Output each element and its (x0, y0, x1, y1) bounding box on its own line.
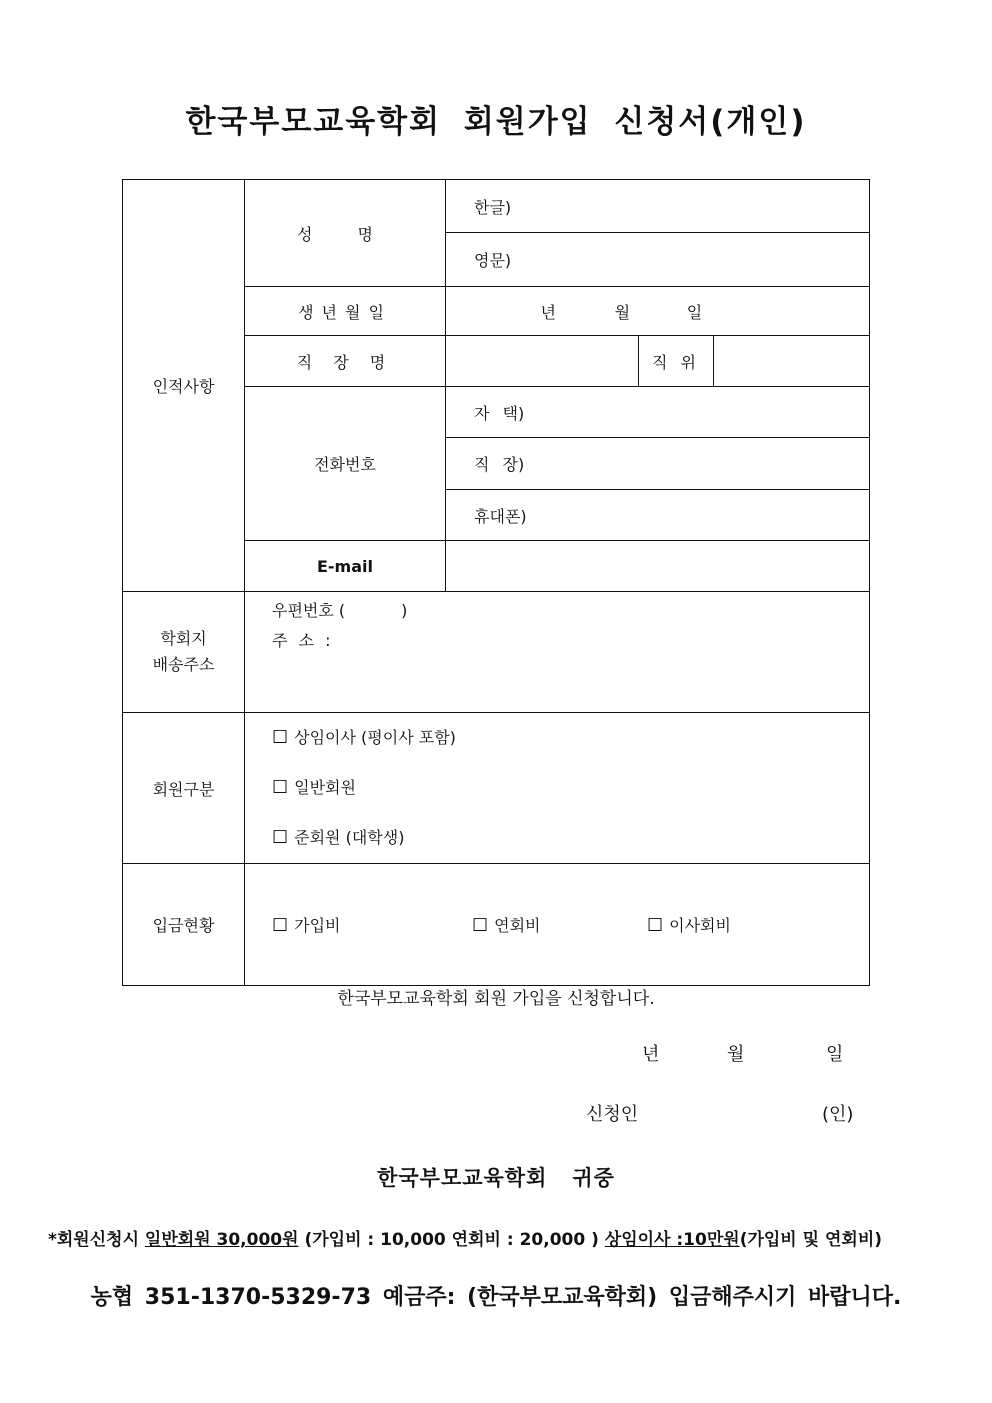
fee-prefix: *회원신청시 (48, 1230, 145, 1250)
member-type-label: 회원구분 (123, 713, 245, 864)
option-label: 이사회비 (669, 916, 731, 935)
birth-date-label: 생년월일 (245, 287, 446, 336)
name-korean-field[interactable]: 한글) (446, 180, 870, 233)
checkbox-icon[interactable]: ☐ (272, 827, 289, 848)
address-line[interactable]: 주 소 : (272, 631, 331, 650)
date-day-label: 일 (826, 1044, 844, 1065)
seal-label: (인) (822, 1104, 854, 1125)
checkbox-icon[interactable]: ☐ (272, 777, 289, 798)
page-title: 한국부모교육학회 회원가입 신청서(개인) (185, 104, 807, 140)
fee-breakdown: (가입비 : 10,000 연회비 : 20,000 ) (298, 1230, 605, 1250)
address-section-label-line2: 배송주소 (152, 655, 215, 674)
checkbox-icon[interactable]: ☐ (272, 727, 289, 748)
apply-statement: 한국부모교육학회 회원 가입을 신청합니다. (337, 989, 655, 1009)
address-section-label-line1: 학회지 (160, 629, 207, 648)
checkbox-icon[interactable]: ☐ (272, 915, 289, 936)
fee-director: 상임이사 :10만원 (604, 1230, 740, 1250)
option-label: 연회비 (494, 916, 541, 935)
checkbox-icon[interactable]: ☐ (647, 915, 664, 936)
fee-general: 일반회원 30,000원 (144, 1230, 299, 1250)
workplace-field[interactable] (446, 336, 639, 387)
phone-mobile-field[interactable]: 휴대폰) (446, 490, 870, 541)
payment-option-annual-fee[interactable] (472, 913, 647, 936)
member-type-option-director[interactable] (272, 713, 869, 763)
option-label: 일반회원 (294, 778, 356, 797)
receiver-line: 한국부모교육학회 귀중 (377, 1166, 615, 1190)
payment-option-joining-fee[interactable] (272, 913, 472, 936)
name-label: 성 명 (245, 180, 446, 287)
option-label: 가입비 (294, 916, 341, 935)
option-label: 상임이사 (평이사 포함) (294, 728, 456, 747)
position-field[interactable] (714, 336, 870, 387)
postal-code-field[interactable]: 우편번호 ( ) (272, 601, 408, 620)
email-field[interactable] (446, 541, 870, 592)
member-type-options (245, 713, 870, 864)
fee-notice (48, 1225, 882, 1250)
personal-info-section-label: 인적사항 (123, 180, 245, 592)
address-field[interactable] (245, 592, 870, 713)
option-label: 준회원 (대학생) (294, 828, 405, 847)
bank-account-info: 농협 351-1370-5329-73 예금주: (한국부모교육학회) 입금해주시기 바랍니다. (90, 1285, 902, 1310)
phone-home-field[interactable]: 자 택) (446, 387, 870, 438)
payment-options (245, 864, 870, 986)
birth-month-label: 월 (614, 302, 631, 322)
address-section-label (123, 592, 245, 713)
payment-option-director-fee[interactable] (647, 913, 731, 936)
email-label: E-mail (245, 541, 446, 592)
member-type-option-associate[interactable] (272, 813, 869, 863)
payment-status-label: 입금현황 (123, 864, 245, 986)
name-english-field[interactable]: 영문) (446, 233, 870, 287)
fee-director-note: (가입비 및 연회비) (739, 1230, 883, 1250)
checkbox-icon[interactable]: ☐ (472, 915, 489, 936)
birth-day-label: 일 (686, 302, 703, 322)
application-form (122, 179, 870, 986)
birth-date-field[interactable] (446, 287, 870, 336)
birth-year-label: 년 (540, 302, 556, 322)
workplace-label: 직 장 명 (245, 336, 446, 387)
phone-label: 전화번호 (245, 387, 446, 541)
applicant-label: 신청인 (586, 1104, 639, 1125)
phone-work-field[interactable]: 직 장) (446, 438, 870, 490)
date-month-label: 월 (727, 1044, 745, 1065)
member-type-option-general[interactable] (272, 763, 869, 813)
position-label: 직 위 (639, 336, 714, 387)
date-year-label: 년 (642, 1044, 660, 1065)
